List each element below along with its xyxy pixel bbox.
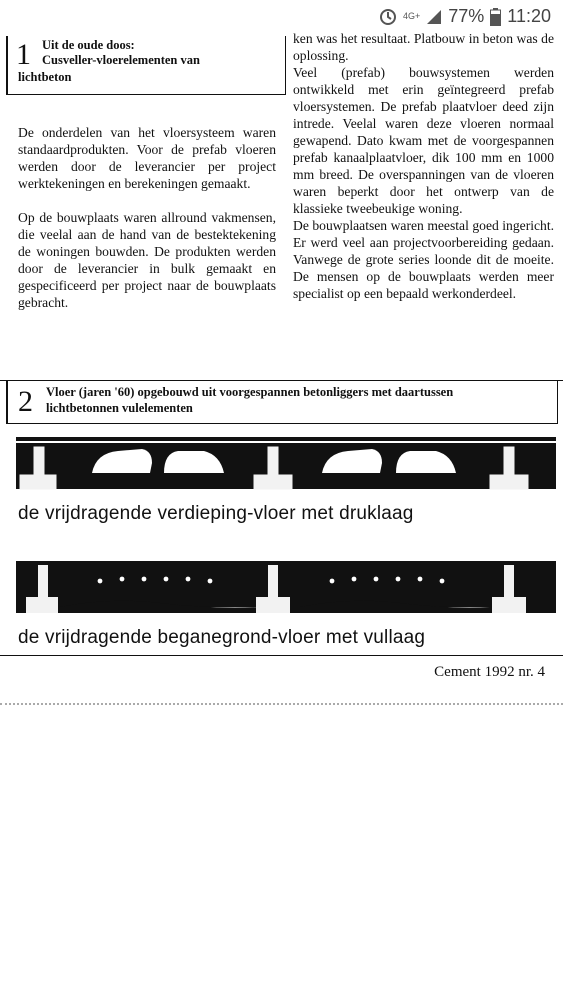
- ground-floor-section-drawing: [0, 557, 563, 629]
- battery-icon: [490, 8, 501, 26]
- right-paragraph-1: ken was het resultaat. Platbouw in beton was de oplossing.: [293, 31, 554, 63]
- figure2-number: 2: [18, 385, 33, 418]
- box1-header: [6, 36, 286, 95]
- network-type: 4G+: [402, 11, 421, 21]
- figure2-title-line1: Vloer (jaren '60) opgebouwd uit voorgespannen betonliggers met daartussen: [46, 385, 454, 399]
- figure2-caption-2: de vrijdragende beganegrond-vloer met vullaag: [18, 627, 426, 648]
- signal-icon: [426, 9, 442, 25]
- clock: 11:20: [507, 6, 551, 26]
- document-page: [0, 31, 563, 706]
- right-column: [293, 30, 554, 302]
- right-paragraph-2: Veel (prefab) bouwsystemen werden ontwikkeld met erin geïntegreerd prefab vloersystemen. De prefab plaatvloer deed zijn intrede. Veelal waren deze vloeren normaal gewapend. Dato kwam met de voorgespannen prefab kanaalplaatvloer, dik 100 mm en 1000 mm breed. De overspanningen van de vloeren waren beperkt door het ontwerp van de klassieke tweebeukige woning.: [293, 65, 554, 216]
- figure2-header: [6, 381, 558, 424]
- left-column: [18, 124, 276, 328]
- figure2-title-line2: lichtbetonnen vulelementen: [46, 401, 193, 415]
- box1-title-line3: lichtbeton: [18, 70, 72, 84]
- right-paragraph-3: De bouwplaatsen waren meestal goed ingericht. Er werd veel aan projectvoorbereiding gedaan. Vanwege de grote series loonde dit de moeite. De mensen op de bouwplaats werden meer specialist op een bepaald werkonderdeel.: [293, 218, 554, 301]
- box1-title-line2: Cusveller-vloerelementen van: [42, 53, 200, 67]
- left-paragraph-2: Op de bouwplaats waren allround vakmensen, die veelal aan de hand van de bestektekening de woningen bouwden. De produkten werden door de leverancier in bulk gemaakt en gespecificeerd per project naar de bouwplaats gebracht.: [18, 210, 276, 310]
- top-screed-line: [16, 437, 556, 441]
- box1-number: 1: [16, 38, 31, 71]
- left-paragraph-1: De onderdelen van het vloersysteem waren standaardprodukten. Voor de prefab vloeren werden door de leverancier per project werktekeningen en berekeningen gemaakt.: [18, 125, 276, 191]
- page-edge-line: [0, 703, 563, 705]
- figure-2: [0, 380, 563, 656]
- figure2-caption-1: de vrijdragende verdieping-vloer met druklaag: [18, 503, 414, 524]
- upper-floor-section-drawing: [0, 429, 563, 501]
- box1-title-line1: Uit de oude doos:: [42, 38, 135, 52]
- do-not-disturb-icon: [379, 8, 397, 26]
- page-footer: Cement 1992 nr. 4: [434, 664, 545, 680]
- battery-percent: 77%: [448, 6, 485, 26]
- status-icons: [379, 6, 551, 27]
